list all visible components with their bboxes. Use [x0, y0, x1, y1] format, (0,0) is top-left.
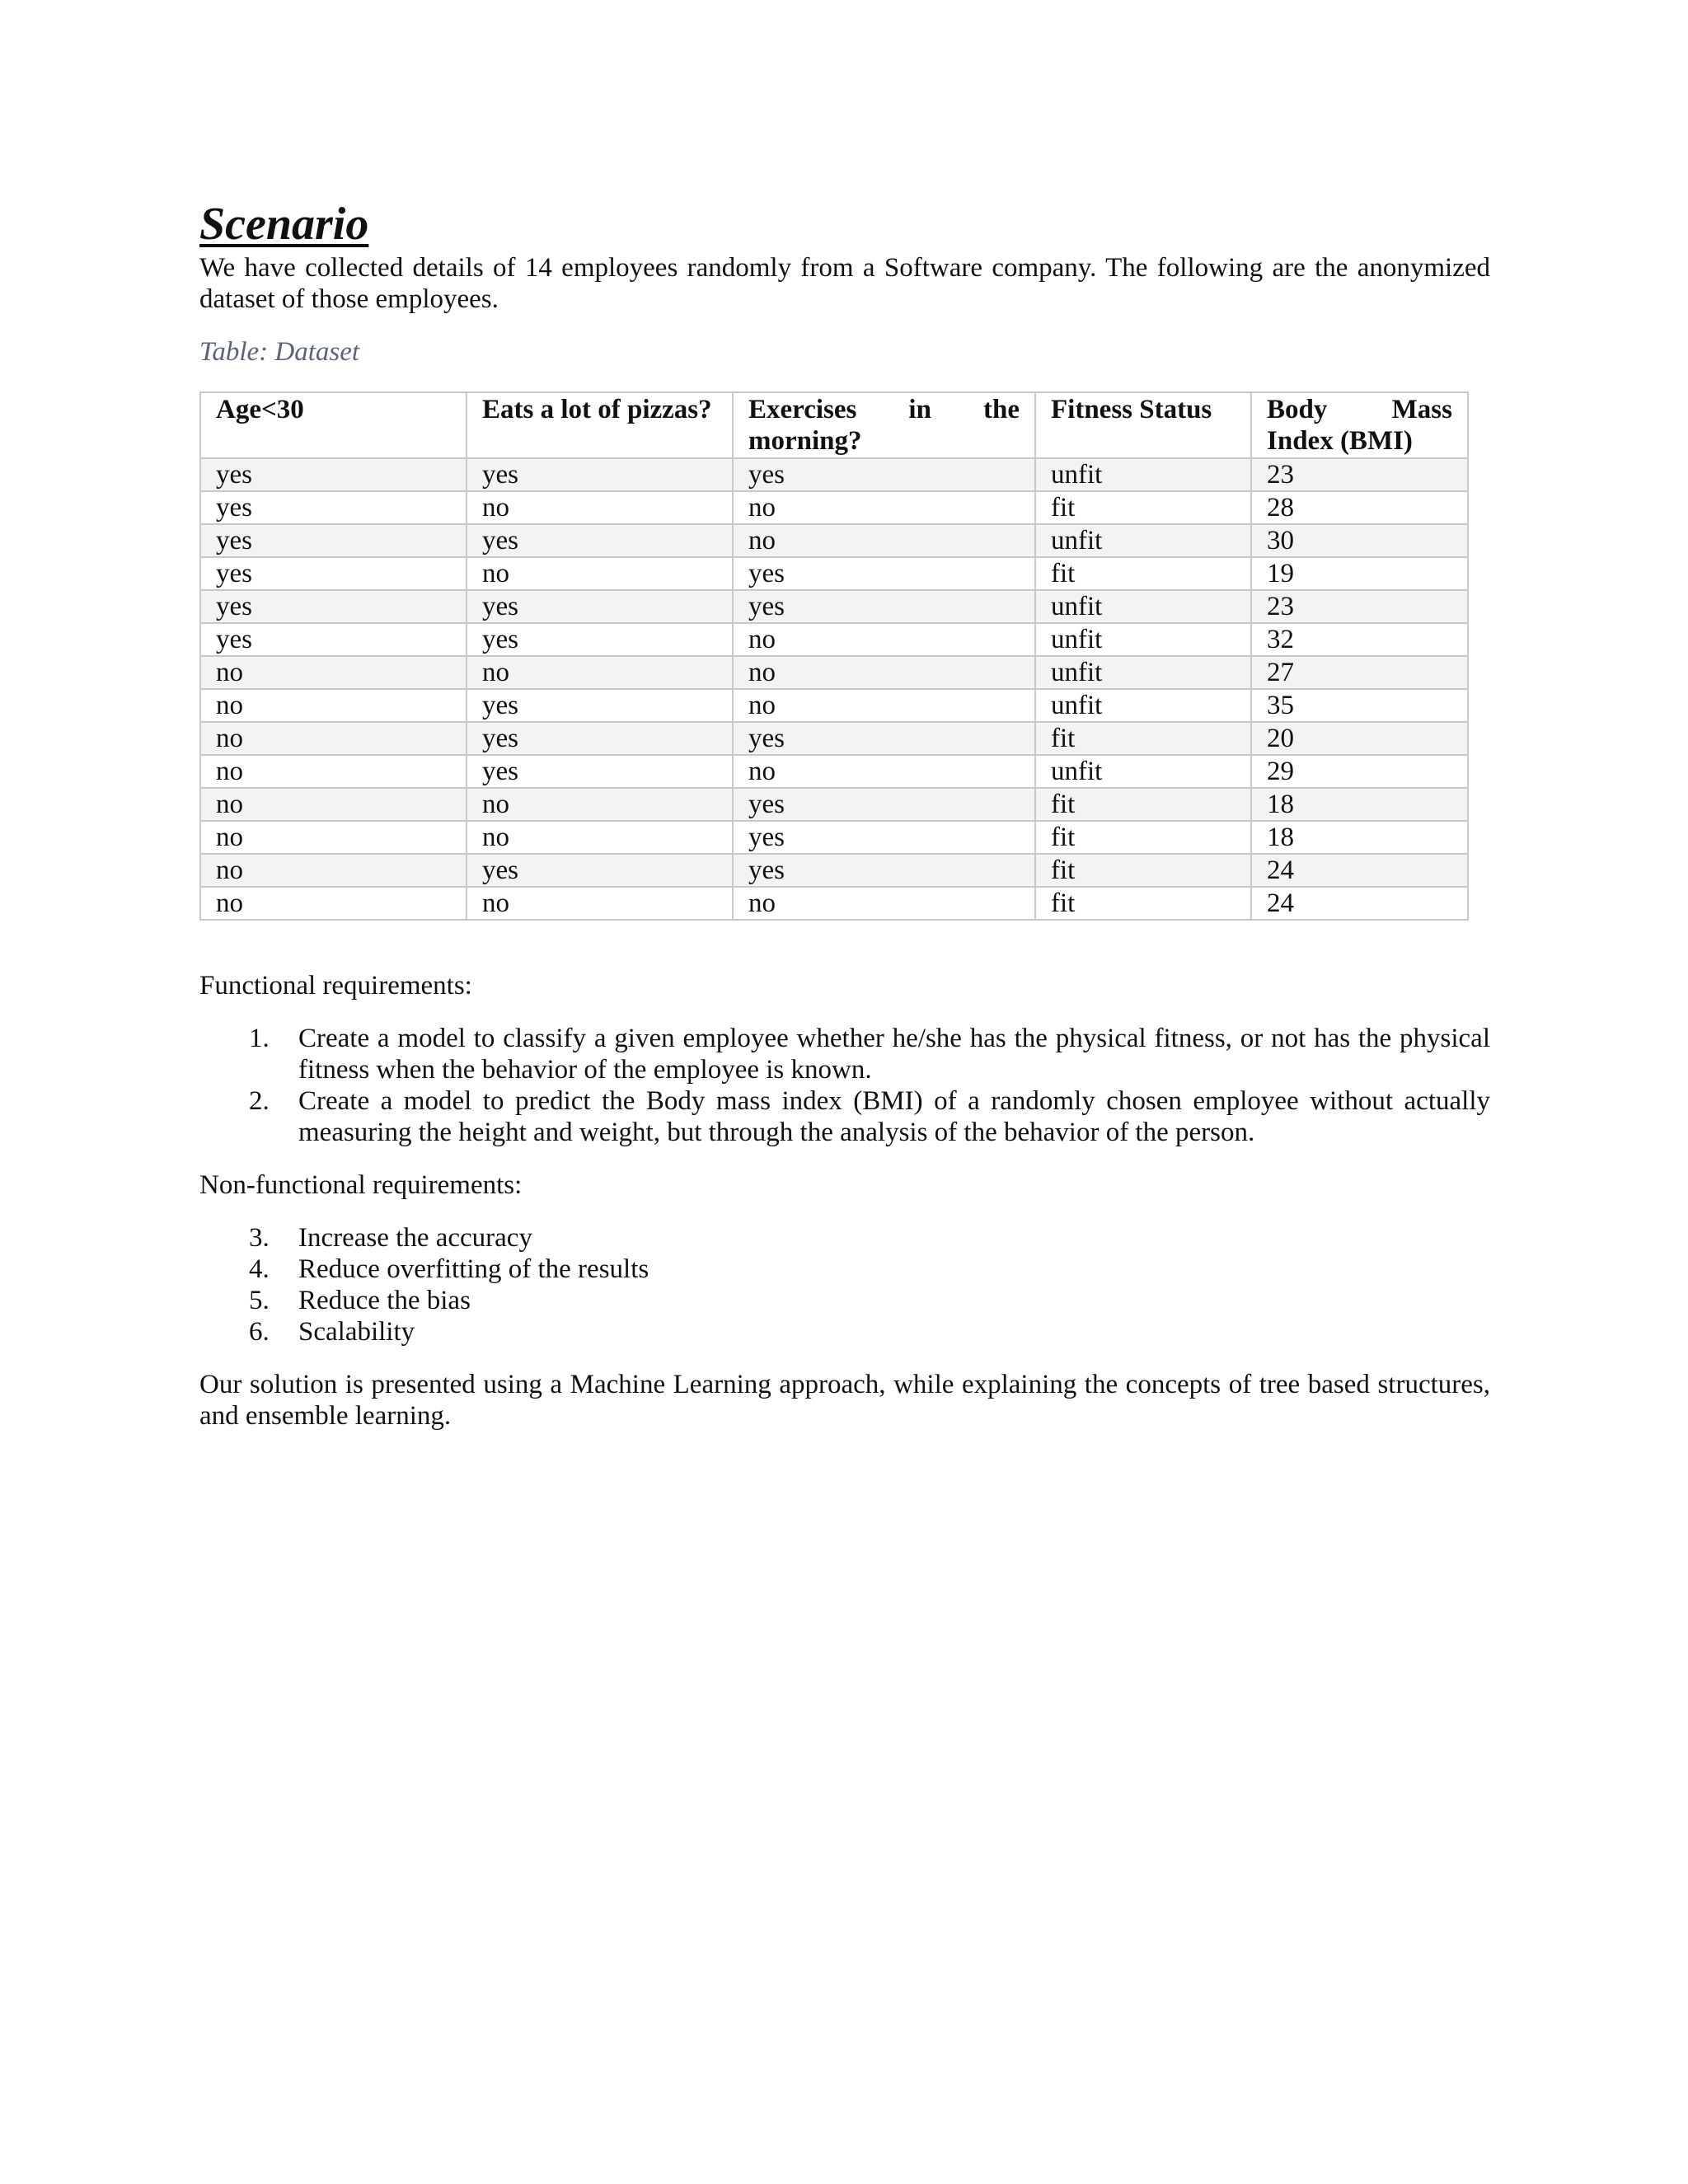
- column-header-pizzas: Eats a lot of pizzas?: [467, 392, 733, 458]
- cell-pizzas: yes: [467, 689, 733, 722]
- table-row: [200, 524, 1468, 557]
- cell-fitness-status: unfit: [1035, 590, 1251, 623]
- table-row: [200, 755, 1468, 788]
- cell-bmi: 18: [1251, 821, 1468, 854]
- list-item-number: 5.: [249, 1286, 270, 1315]
- cell-pizzas: no: [467, 656, 733, 689]
- functional-requirements-label: Functional requirements:: [199, 971, 472, 1001]
- cell-age: yes: [200, 623, 467, 656]
- column-header-age: Age<30: [200, 392, 467, 458]
- cell-age: no: [200, 887, 467, 920]
- cell-fitness-status: unfit: [1035, 524, 1251, 557]
- table-header-row: [200, 392, 1468, 458]
- cell-exercises: no: [733, 689, 1035, 722]
- cell-bmi: 23: [1251, 590, 1468, 623]
- table-row: [200, 722, 1468, 755]
- cell-age: no: [200, 689, 467, 722]
- cell-exercises: no: [733, 623, 1035, 656]
- cell-fitness-status: fit: [1035, 557, 1251, 590]
- cell-bmi: 30: [1251, 524, 1468, 557]
- cell-exercises: no: [733, 887, 1035, 920]
- table-body: [200, 458, 1468, 920]
- cell-age: no: [200, 755, 467, 788]
- cell-fitness-status: fit: [1035, 491, 1251, 524]
- cell-pizzas: yes: [467, 623, 733, 656]
- cell-bmi: 32: [1251, 623, 1468, 656]
- list-item-number: 2.: [249, 1086, 270, 1116]
- column-header-bmi: Body Mass Index (BMI): [1251, 392, 1468, 458]
- table-row: [200, 557, 1468, 590]
- table-row: [200, 887, 1468, 920]
- cell-pizzas: yes: [467, 590, 733, 623]
- cell-fitness-status: unfit: [1035, 755, 1251, 788]
- list-item: [199, 1222, 1490, 1254]
- cell-exercises: yes: [733, 854, 1035, 887]
- cell-exercises: yes: [733, 557, 1035, 590]
- cell-fitness-status: fit: [1035, 821, 1251, 854]
- cell-bmi: 24: [1251, 887, 1468, 920]
- cell-age: no: [200, 854, 467, 887]
- list-item: [199, 1316, 1490, 1347]
- cell-exercises: no: [733, 491, 1035, 524]
- cell-bmi: 20: [1251, 722, 1468, 755]
- table-row: [200, 788, 1468, 821]
- document-page: [199, 198, 1490, 1432]
- cell-age: no: [200, 788, 467, 821]
- cell-pizzas: yes: [467, 854, 733, 887]
- cell-pizzas: yes: [467, 755, 733, 788]
- cell-exercises: no: [733, 656, 1035, 689]
- table-caption: Table: Dataset: [199, 337, 360, 367]
- list-item-text: Create a model to predict the Body mass index (BMI) of a randomly chosen employee without actually measuring the height and weight, but through the analysis of the behavior of the person.: [298, 1086, 1490, 1147]
- cell-age: yes: [200, 491, 467, 524]
- cell-pizzas: yes: [467, 722, 733, 755]
- cell-exercises: yes: [733, 722, 1035, 755]
- table-row: [200, 491, 1468, 524]
- list-item: [199, 1254, 1490, 1285]
- cell-age: yes: [200, 557, 467, 590]
- functional-requirements-list: [199, 1023, 1490, 1148]
- column-header-exercises: Exercises in the morning?: [733, 392, 1035, 458]
- cell-bmi: 24: [1251, 854, 1468, 887]
- cell-age: yes: [200, 590, 467, 623]
- list-item-number: 3.: [249, 1223, 270, 1253]
- cell-fitness-status: fit: [1035, 722, 1251, 755]
- dataset-table: [199, 391, 1469, 921]
- cell-exercises: yes: [733, 590, 1035, 623]
- list-item-number: 1.: [249, 1024, 270, 1053]
- list-item: [199, 1285, 1490, 1316]
- cell-exercises: no: [733, 755, 1035, 788]
- cell-age: no: [200, 656, 467, 689]
- list-item-text: Increase the accuracy: [298, 1223, 532, 1253]
- cell-fitness-status: fit: [1035, 854, 1251, 887]
- list-item-text: Reduce the bias: [298, 1286, 471, 1315]
- cell-pizzas: no: [467, 557, 733, 590]
- cell-exercises: yes: [733, 458, 1035, 491]
- non-functional-requirements-label: Non-functional requirements:: [199, 1170, 523, 1200]
- cell-fitness-status: unfit: [1035, 623, 1251, 656]
- list-item-text: Create a model to classify a given employee whether he/she has the physical fitness, or not has the physical fitness when the behavior of the employee is known.: [298, 1024, 1490, 1085]
- cell-bmi: 27: [1251, 656, 1468, 689]
- intro-paragraph: We have collected details of 14 employees randomly from a Software company. The following are the anonymized dataset of those employees.: [199, 253, 1490, 314]
- cell-bmi: 18: [1251, 788, 1468, 821]
- cell-pizzas: no: [467, 887, 733, 920]
- cell-pizzas: no: [467, 491, 733, 524]
- list-item-text: Scalability: [298, 1317, 415, 1347]
- column-header-fitness-status: Fitness Status: [1035, 392, 1251, 458]
- table-row: [200, 590, 1468, 623]
- closing-paragraph: Our solution is presented using a Machine Learning approach, while explaining the concepts of tree based structures, and ensemble learning.: [199, 1370, 1490, 1431]
- cell-age: no: [200, 722, 467, 755]
- non-functional-requirements-list: [199, 1222, 1490, 1347]
- cell-age: no: [200, 821, 467, 854]
- list-item-number: 6.: [249, 1317, 270, 1347]
- table-row: [200, 656, 1468, 689]
- cell-bmi: 28: [1251, 491, 1468, 524]
- cell-bmi: 23: [1251, 458, 1468, 491]
- list-item: [199, 1023, 1490, 1085]
- cell-bmi: 19: [1251, 557, 1468, 590]
- list-item: [199, 1085, 1490, 1148]
- cell-age: yes: [200, 524, 467, 557]
- cell-pizzas: yes: [467, 458, 733, 491]
- cell-exercises: yes: [733, 821, 1035, 854]
- table-row: [200, 623, 1468, 656]
- cell-bmi: 35: [1251, 689, 1468, 722]
- list-item-text: Reduce overfitting of the results: [298, 1254, 649, 1284]
- cell-exercises: yes: [733, 788, 1035, 821]
- page-title: Scenario: [199, 199, 369, 250]
- cell-age: yes: [200, 458, 467, 491]
- cell-fitness-status: fit: [1035, 788, 1251, 821]
- cell-fitness-status: fit: [1035, 887, 1251, 920]
- table-row: [200, 854, 1468, 887]
- cell-bmi: 29: [1251, 755, 1468, 788]
- table-row: [200, 689, 1468, 722]
- table-row: [200, 458, 1468, 491]
- cell-pizzas: no: [467, 821, 733, 854]
- cell-fitness-status: unfit: [1035, 689, 1251, 722]
- cell-fitness-status: unfit: [1035, 656, 1251, 689]
- cell-pizzas: yes: [467, 524, 733, 557]
- cell-pizzas: no: [467, 788, 733, 821]
- cell-exercises: no: [733, 524, 1035, 557]
- cell-fitness-status: unfit: [1035, 458, 1251, 491]
- list-item-number: 4.: [249, 1254, 270, 1284]
- table-row: [200, 821, 1468, 854]
